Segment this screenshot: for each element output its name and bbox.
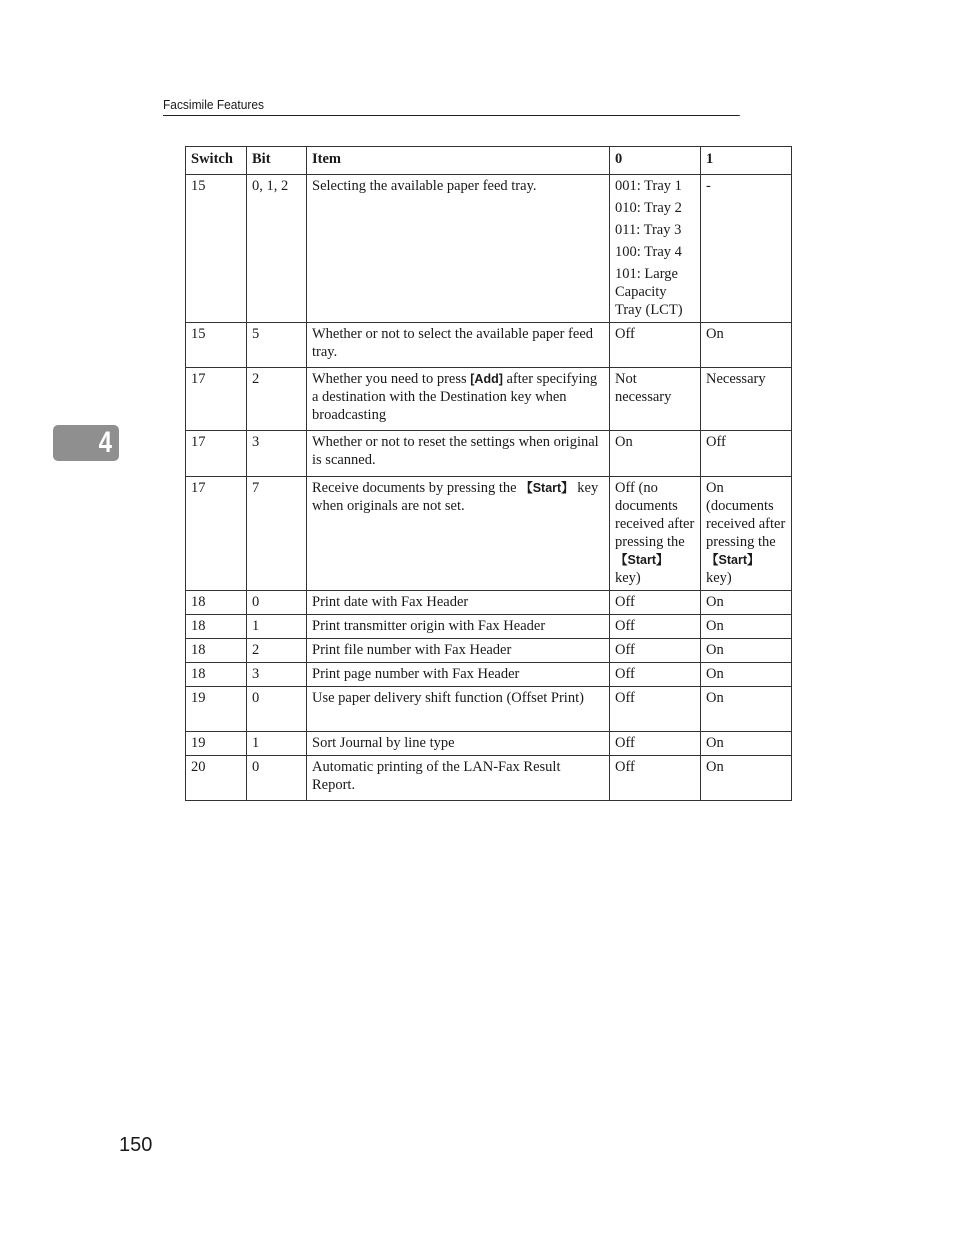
chapter-tab: [53, 425, 119, 461]
start-key-label: 【Start】: [520, 481, 574, 495]
cell-value-1: -: [701, 175, 792, 323]
cell-switch: 19: [186, 732, 247, 756]
cell-value-0: Off: [610, 323, 701, 368]
cell-item: [307, 368, 610, 431]
value-text: Off (no documents received after pressing the: [615, 480, 695, 550]
tray-option: 011: Tray 3: [615, 222, 682, 238]
cell-bit: 2: [247, 639, 307, 663]
cell-value-0: Not necessary: [610, 368, 701, 431]
value-text: On (documents received after pressing the: [706, 480, 786, 550]
cell-switch: 19: [186, 687, 247, 732]
item-text: Whether you need to press: [312, 371, 471, 387]
cell-item: Print file number with Fax Header: [307, 639, 610, 663]
tray-option: 100: Tray 4: [615, 244, 682, 260]
chapter-number: 4: [98, 426, 113, 459]
cell-bit: 0: [247, 756, 307, 801]
cell-bit: 2: [247, 368, 307, 431]
tray-option: 010: Tray 2: [615, 200, 682, 216]
cell-item: Use paper delivery shift function (Offset Print): [307, 687, 610, 732]
cell-value-1: On: [701, 323, 792, 368]
cell-item: Whether or not to select the available paper feed tray.: [307, 323, 610, 368]
cell-switch: 18: [186, 663, 247, 687]
cell-bit: 1: [247, 732, 307, 756]
cell-bit: 0: [247, 687, 307, 732]
header-item: Item: [307, 147, 610, 175]
table-row: [186, 175, 792, 323]
cell-value-0: Off: [610, 732, 701, 756]
cell-item: Selecting the available paper feed tray.: [307, 175, 610, 323]
tray-option: 001: Tray 1: [615, 178, 682, 194]
cell-switch: 15: [186, 175, 247, 323]
cell-item: [307, 477, 610, 591]
cell-item: Whether or not to reset the settings when original is scanned.: [307, 431, 610, 477]
running-title: Facsimile Features: [163, 97, 265, 112]
cell-switch: 18: [186, 615, 247, 639]
item-text: key when originals are not set.: [312, 480, 599, 514]
cell-value-1: On: [701, 639, 792, 663]
cell-value-1: Off: [701, 431, 792, 477]
cell-value-1: On: [701, 756, 792, 801]
table-row: [186, 477, 792, 591]
cell-value-0: [610, 175, 701, 323]
value-text: key): [706, 570, 732, 586]
cell-value-1: On: [701, 615, 792, 639]
cell-item: Automatic printing of the LAN-Fax Result Report.: [307, 756, 610, 801]
table-header-row: [186, 147, 792, 175]
table-row: [186, 323, 792, 368]
table-row: [186, 368, 792, 431]
table-row: [186, 591, 792, 615]
cell-switch: 15: [186, 323, 247, 368]
cell-value-1: [701, 477, 792, 591]
table-row: [186, 639, 792, 663]
table-row: [186, 663, 792, 687]
table-row: [186, 431, 792, 477]
item-text: after specifying a destination with the Destination key when broadcasting: [312, 371, 598, 423]
header-switch: Switch: [186, 147, 247, 175]
cell-bit: 7: [247, 477, 307, 591]
value-text: key): [615, 570, 641, 586]
cell-bit: 0, 1, 2: [247, 175, 307, 323]
cell-value-0: [610, 477, 701, 591]
cell-value-1: Necessary: [701, 368, 792, 431]
header-value-1: 1: [701, 147, 792, 175]
switch-settings-table: [185, 146, 792, 801]
item-text: Receive documents by pressing the: [312, 480, 521, 496]
cell-switch: 18: [186, 639, 247, 663]
cell-value-1: On: [701, 732, 792, 756]
cell-value-1: On: [701, 591, 792, 615]
start-key-label: 【Start】: [615, 553, 669, 567]
cell-value-0: Off: [610, 663, 701, 687]
cell-switch: 18: [186, 591, 247, 615]
table-row: [186, 615, 792, 639]
page-number: 150: [119, 1134, 153, 1156]
cell-item: Print date with Fax Header: [307, 591, 610, 615]
table-row: [186, 687, 792, 732]
cell-item: Print page number with Fax Header: [307, 663, 610, 687]
cell-value-0: Off: [610, 639, 701, 663]
running-header: [163, 96, 740, 116]
start-key-label: 【Start】: [706, 553, 760, 567]
header-bit: Bit: [247, 147, 307, 175]
cell-value-0: On: [610, 431, 701, 477]
cell-bit: 3: [247, 431, 307, 477]
cell-bit: 3: [247, 663, 307, 687]
table-row: [186, 756, 792, 801]
cell-switch: 17: [186, 368, 247, 431]
cell-bit: 1: [247, 615, 307, 639]
add-key-label: [Add]: [470, 372, 503, 386]
cell-switch: 17: [186, 477, 247, 591]
cell-bit: 5: [247, 323, 307, 368]
tray-option: 101: Large Capacity Tray (LCT): [615, 266, 683, 318]
cell-switch: 20: [186, 756, 247, 801]
cell-switch: 17: [186, 431, 247, 477]
cell-value-1: On: [701, 687, 792, 732]
cell-value-0: Off: [610, 591, 701, 615]
cell-value-0: Off: [610, 687, 701, 732]
cell-bit: 0: [247, 591, 307, 615]
cell-value-0: Off: [610, 756, 701, 801]
cell-value-0: Off: [610, 615, 701, 639]
cell-value-1: On: [701, 663, 792, 687]
cell-item: Print transmitter origin with Fax Header: [307, 615, 610, 639]
cell-item: Sort Journal by line type: [307, 732, 610, 756]
header-value-0: 0: [610, 147, 701, 175]
table-row: [186, 732, 792, 756]
